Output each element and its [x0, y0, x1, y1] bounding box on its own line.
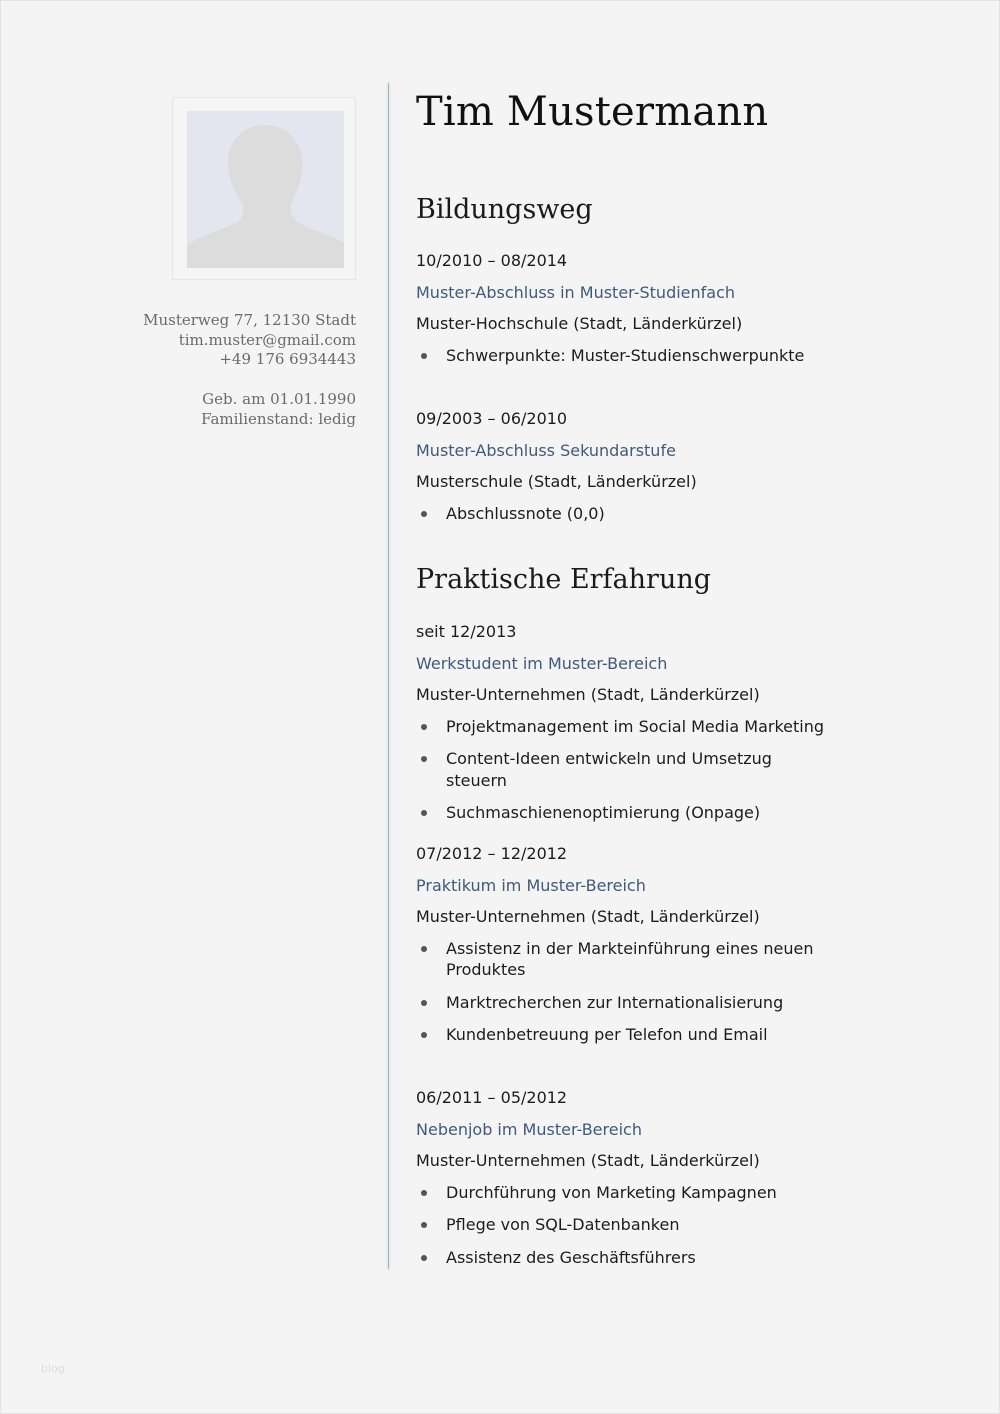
- entry-date: 07/2012 – 12/2012: [416, 844, 568, 863]
- page-title: Tim Mustermann: [416, 89, 769, 135]
- entry-org: Muster-Unternehmen (Stadt, Länderkürzel): [416, 685, 760, 704]
- bullet-icon: [421, 353, 427, 359]
- entry-bullets: [416, 1182, 836, 1269]
- bullet-icon: [421, 1000, 427, 1006]
- personal-info: [101, 390, 356, 429]
- entry-role: Nebenjob im Muster-Bereich: [416, 1119, 642, 1139]
- section-title-experience: Praktische Erfahrung: [416, 564, 712, 595]
- experience-entry: [416, 843, 836, 1057]
- bullet-item: Marktrecherchen zur Internationalisierung: [416, 992, 836, 1014]
- entry-role: Werkstudent im Muster-Bereich: [416, 653, 668, 673]
- address: Musterweg 77, 12130 Stadt: [143, 311, 356, 329]
- phone: +49 176 6934443: [219, 350, 356, 368]
- entry-role: Muster-Abschluss in Muster-Studienfach: [416, 282, 736, 302]
- bullet-item: Suchmaschienenoptimierung (Onpage): [416, 802, 836, 824]
- entry-date: seit 12/2013: [416, 622, 517, 641]
- birth-date: Geb. am 01.01.1990: [202, 390, 356, 408]
- entry-bullets: [416, 716, 836, 824]
- bullet-icon: [421, 1032, 427, 1038]
- bullet-item: Assistenz des Geschäftsführers: [416, 1247, 836, 1269]
- bullet-item: Abschlussnote (0,0): [416, 503, 836, 525]
- bullet-icon: [421, 756, 427, 762]
- bullet-icon: [421, 724, 427, 730]
- bullet-icon: [421, 1255, 427, 1261]
- bullet-item: Durchführung von Marketing Kampagnen: [416, 1182, 836, 1204]
- entry-role: Muster-Abschluss Sekundarstufe: [416, 440, 676, 460]
- entry-bullets: [416, 938, 836, 1046]
- education-entry: [416, 408, 836, 535]
- bullet-icon: [421, 810, 427, 816]
- entry-date: 09/2003 – 06/2010: [416, 409, 568, 428]
- bullet-icon: [421, 1190, 427, 1196]
- bullet-item: Kundenbetreuung per Telefon und Email: [416, 1024, 836, 1046]
- contact-info: [101, 311, 356, 370]
- bullet-item: Pflege von SQL-Datenbanken: [416, 1214, 836, 1236]
- profile-photo: [187, 111, 344, 268]
- person-silhouette-icon: [187, 111, 344, 268]
- experience-entry: [416, 621, 836, 835]
- entry-date: 06/2011 – 05/2012: [416, 1088, 568, 1107]
- vertical-divider: [388, 83, 389, 1269]
- entry-bullets: [416, 503, 836, 525]
- entry-date: 10/2010 – 08/2014: [416, 251, 568, 270]
- marital-status: Familienstand: ledig: [201, 409, 356, 428]
- education-entry: [416, 250, 836, 377]
- bullet-item: Projektmanagement im Social Media Marketing: [416, 716, 836, 738]
- entry-role: Praktikum im Muster-Bereich: [416, 875, 646, 895]
- bullet-icon: [421, 946, 427, 952]
- entry-org: Muster-Unternehmen (Stadt, Länderkürzel): [416, 907, 760, 926]
- bullet-item: Assistenz in der Markteinführung eines neuen Produktes: [416, 938, 836, 981]
- bullet-icon: [421, 1222, 427, 1228]
- bullet-item: Content-Ideen entwickeln und Umsetzug steuern: [416, 748, 836, 791]
- entry-org: Musterschule (Stadt, Länderkürzel): [416, 472, 697, 491]
- bullet-icon: [421, 511, 427, 517]
- entry-org: Muster-Unternehmen (Stadt, Länderkürzel): [416, 1151, 760, 1170]
- watermark: blog: [41, 1362, 65, 1375]
- entry-org: Muster-Hochschule (Stadt, Länderkürzel): [416, 314, 743, 333]
- email: tim.muster@gmail.com: [178, 330, 356, 349]
- photo-frame: [172, 97, 356, 280]
- section-title-education: Bildungsweg: [416, 194, 593, 225]
- bullet-item: Schwerpunkte: Muster-Studienschwerpunkte: [416, 345, 836, 367]
- entry-bullets: [416, 345, 836, 367]
- experience-entry: [416, 1087, 836, 1279]
